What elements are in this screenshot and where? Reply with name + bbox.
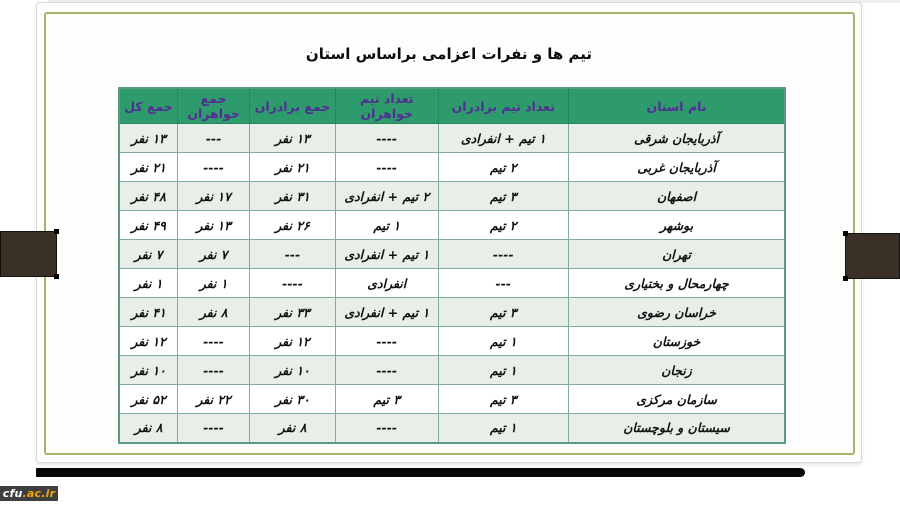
cell-brothers-sum: ۸ نفر [250, 414, 336, 443]
cell-name: زنجان [569, 356, 785, 385]
table-row [119, 211, 785, 240]
cell-sisters-sum: ۱۳ نفر [178, 211, 250, 240]
selection-handle [843, 276, 848, 281]
cell-total: ۱۳ نفر [119, 124, 178, 153]
selection-handle [54, 229, 59, 234]
cell-total: ۴۱ نفر [119, 298, 178, 327]
cell-brothers-sum: --- [250, 240, 336, 269]
cell-sisters-teams: ---- [335, 356, 438, 385]
watermark-prefix: cfu [2, 487, 23, 500]
cell-name: آذربایجان شرقی [569, 124, 785, 153]
cell-name: اصفهان [569, 182, 785, 211]
cell-brothers-teams: ۳ تیم [438, 182, 569, 211]
cell-name: تهران [569, 240, 785, 269]
cell-brothers-teams: ---- [438, 240, 569, 269]
table-row [119, 385, 785, 414]
header-province-name: نام استان [569, 88, 785, 124]
cell-sisters-teams: ۱ تیم [335, 211, 438, 240]
cell-sisters-sum: ۲۲ نفر [178, 385, 250, 414]
cell-sisters-sum: ۸ نفر [178, 298, 250, 327]
table-header-row [119, 88, 785, 124]
cell-sisters-sum: ---- [178, 356, 250, 385]
header-brothers-total: جمع برادران [250, 88, 336, 124]
cell-name: بوشهر [569, 211, 785, 240]
table-row [119, 124, 785, 153]
cell-total: ۲۱ نفر [119, 153, 178, 182]
cell-brothers-sum: ۳۱ نفر [250, 182, 336, 211]
cell-brothers-sum: ۳۳ نفر [250, 298, 336, 327]
table-row [119, 356, 785, 385]
cell-brothers-teams: ۱ تیم [438, 327, 569, 356]
cell-name: آذربایجان غربی [569, 153, 785, 182]
slide-canvas [36, 2, 862, 463]
cell-brothers-teams: ۲ تیم [438, 211, 569, 240]
cell-total: ۱۲ نفر [119, 327, 178, 356]
cell-total: ۷ نفر [119, 240, 178, 269]
decorative-brown-rectangle-right [845, 233, 900, 279]
cell-sisters-teams: ۱ تیم + انفرادی [335, 240, 438, 269]
cell-brothers-teams: ۳ تیم [438, 385, 569, 414]
header-sisters-total: جمع خواهران [178, 88, 250, 124]
cell-sisters-sum: ---- [178, 414, 250, 443]
cell-sisters-sum: ۱ نفر [178, 269, 250, 298]
cell-total: ۵۲ نفر [119, 385, 178, 414]
cell-brothers-sum: ۱۳ نفر [250, 124, 336, 153]
cell-name: چهارمحال و بختیاری [569, 269, 785, 298]
table-row [119, 153, 785, 182]
cell-total: ۱ نفر [119, 269, 178, 298]
cell-sisters-sum: ---- [178, 327, 250, 356]
selection-handle [843, 231, 848, 236]
watermark-suffix: .ac.ir [22, 487, 56, 500]
cell-sisters-teams: ---- [335, 327, 438, 356]
decorative-brown-rectangle-left [0, 231, 57, 277]
table-row [119, 240, 785, 269]
table-row [119, 182, 785, 211]
cell-brothers-sum: ۳۰ نفر [250, 385, 336, 414]
cell-sisters-teams: ۱ تیم + انفرادی [335, 298, 438, 327]
cell-sisters-sum: ۷ نفر [178, 240, 250, 269]
cell-brothers-sum: ---- [250, 269, 336, 298]
table-row [119, 414, 785, 443]
cell-brothers-teams: ۱ تیم [438, 414, 569, 443]
cell-brothers-teams: ۱ تیم [438, 356, 569, 385]
cell-name: سازمان مرکزی [569, 385, 785, 414]
table-body [119, 124, 785, 443]
cell-sisters-teams: ---- [335, 414, 438, 443]
cell-total: ۴۹ نفر [119, 211, 178, 240]
selection-handle [54, 274, 59, 279]
table-row [119, 327, 785, 356]
watermark-cfu-ac-ir [0, 486, 58, 501]
cell-sisters-sum: ۱۷ نفر [178, 182, 250, 211]
bottom-black-bar [36, 468, 805, 477]
teams-by-province-table [118, 87, 786, 444]
cell-sisters-teams: انفرادی [335, 269, 438, 298]
cell-sisters-sum: ---- [178, 153, 250, 182]
cell-sisters-teams: ---- [335, 124, 438, 153]
header-brothers-teams: تعداد تیم برادران [438, 88, 569, 124]
table-row [119, 269, 785, 298]
cell-brothers-sum: ۲۱ نفر [250, 153, 336, 182]
cell-total: ۱۰ نفر [119, 356, 178, 385]
cell-brothers-teams: ۲ تیم [438, 153, 569, 182]
header-sisters-teams: تعداد تیم خواهران [335, 88, 438, 124]
cell-total: ۴۸ نفر [119, 182, 178, 211]
cell-name: خوزستان [569, 327, 785, 356]
cell-brothers-teams: --- [438, 269, 569, 298]
cell-total: ۸ نفر [119, 414, 178, 443]
cell-brothers-sum: ۱۲ نفر [250, 327, 336, 356]
cell-sisters-sum: --- [178, 124, 250, 153]
cell-sisters-teams: ۲ تیم + انفرادی [335, 182, 438, 211]
cell-name: سیستان و بلوچستان [569, 414, 785, 443]
cell-sisters-teams: ---- [335, 153, 438, 182]
header-grand-total: جمع کل [119, 88, 178, 124]
cell-brothers-teams: ۳ تیم [438, 298, 569, 327]
cell-brothers-teams: ۱ تیم + انفرادی [438, 124, 569, 153]
page-title: تیم ها و نفرات اعزامی براساس استان [305, 45, 593, 63]
cell-brothers-sum: ۱۰ نفر [250, 356, 336, 385]
cell-sisters-teams: ۳ تیم [335, 385, 438, 414]
cell-brothers-sum: ۲۶ نفر [250, 211, 336, 240]
table-row [119, 298, 785, 327]
cell-name: خراسان رضوی [569, 298, 785, 327]
